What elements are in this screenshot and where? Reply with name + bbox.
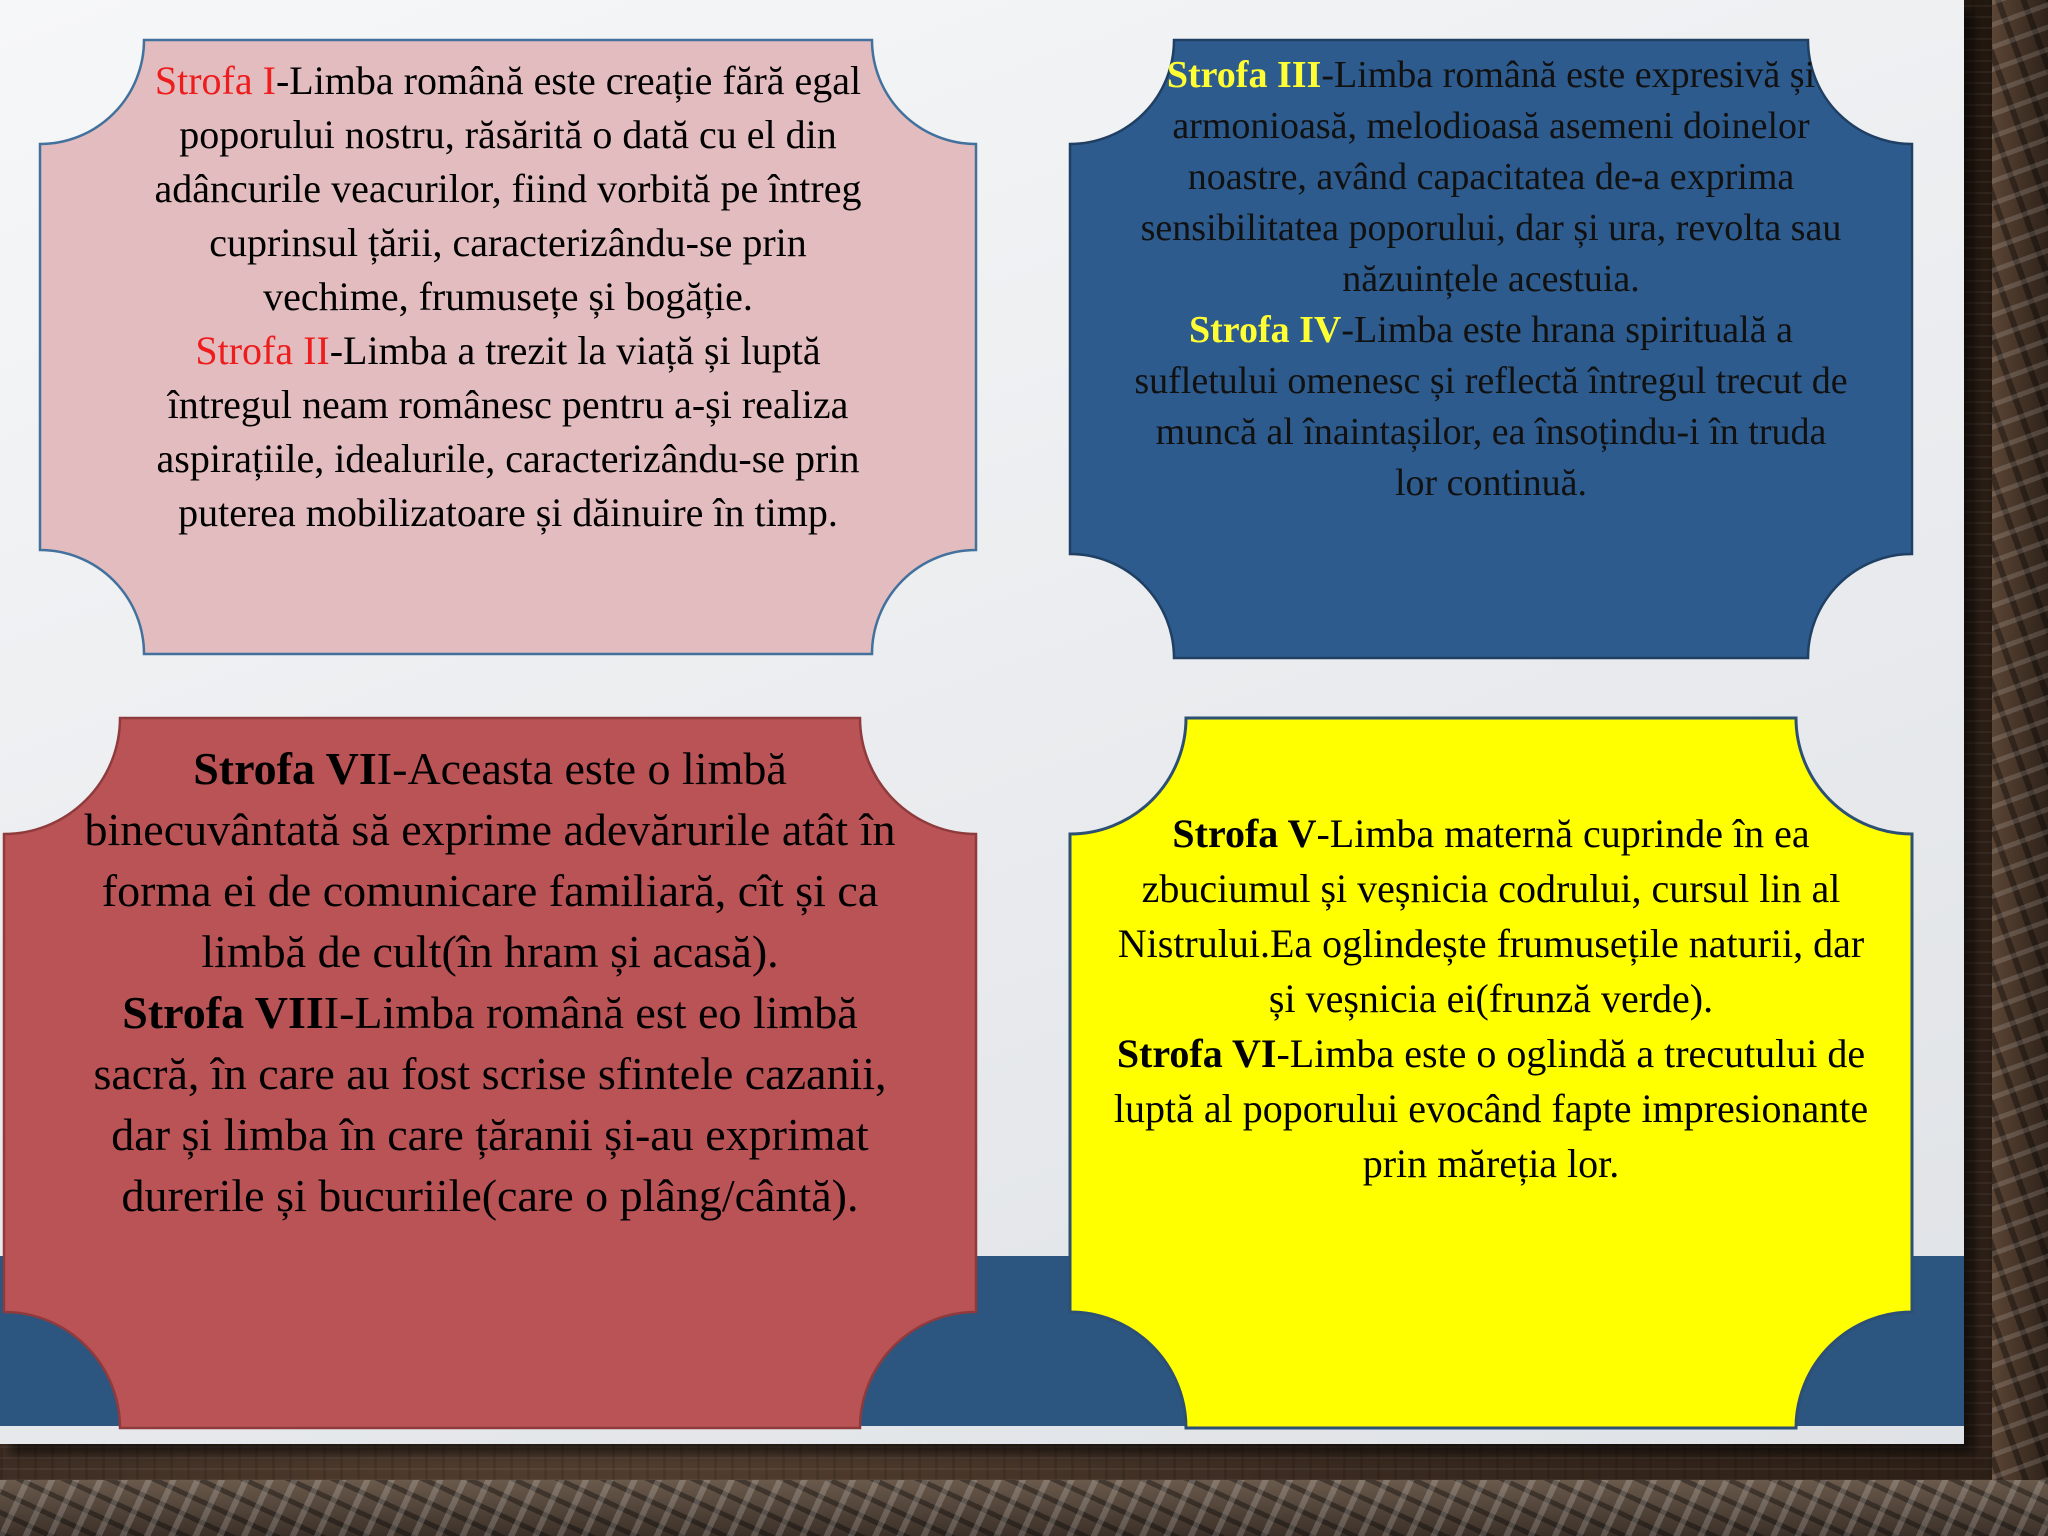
strofa-4-label: Strofa IV [1189, 309, 1342, 351]
strofa-8-label-suffix: I [323, 987, 340, 1038]
strofa-2-paragraph [144, 324, 872, 540]
strofa-6-paragraph [1108, 1026, 1874, 1191]
strofa-5-paragraph [1108, 806, 1874, 1026]
stone-texture-bottom [0, 1480, 2048, 1536]
strofa-3-label: Strofa III [1166, 54, 1322, 96]
strofa-1-paragraph [144, 54, 872, 324]
strofa-5-text: -Limba maternă cuprinde în ea zbuciumul și veșnicia codrului, cursul lin al Nistrului.Ea oglindește frumusețile naturii, dar și veșnicia ei(frunză verde). [1117, 811, 1865, 1021]
panel-text [1070, 50, 1912, 509]
strofa-7-label-suffix: I [376, 743, 393, 794]
strofa-5-label: Strofa V [1172, 811, 1317, 856]
panel-strofa-1-2 [40, 40, 976, 654]
strofa-6-label: Strofa VI [1116, 1031, 1277, 1076]
panel-strofa-3-4 [1070, 40, 1912, 658]
strofa-2-label: Strofa II [195, 328, 330, 373]
strofa-1-text: -Limba română este creație fără egal poporului nostru, răsărită o dată cu el din adâncurile veacurilor, fiind vorbită pe întreg cuprinsul țării, caracterizându-se prin vechime, frumusețe și bogăție. [154, 58, 862, 319]
panel-strofa-5-6 [1070, 718, 1912, 1428]
strofa-1-label: Strofa I [154, 58, 276, 103]
strofa-4-paragraph [1130, 305, 1852, 509]
strofa-6-text: -Limba este o oglindă a trecutului de luptă al poporului evocând fapte impresionante prin măreția lor. [1113, 1031, 1869, 1186]
strofa-2-text: -Limba a trezit la viață și luptă întregul neam românesc pentru a-și realiza aspirațiile, idealurile, caracterizându-se prin puterea mobilizatoare și dăinuire în timp. [156, 328, 860, 535]
strofa-8-paragraph [76, 982, 904, 1226]
strofa-7-label: Strofa VI [193, 743, 377, 794]
panel-text [1070, 806, 1912, 1191]
panel-text [4, 738, 976, 1226]
strofa-3-paragraph [1130, 50, 1852, 305]
strofa-7-text: -Aceasta este o limbă binecuvântată să exprime adevărurile atât în forma ei de comunicare familiară, cît și ca limbă de cult(în hram și acasă). [84, 743, 896, 977]
strofa-8-text: -Limba română est eo limbă sacră, în care au fost scrise sfintele cazanii, dar și limba în care țăranii și-au exprimat durerile și bucuriile(care o plâng/cântă). [93, 987, 887, 1221]
panel-strofa-7-8 [4, 718, 976, 1428]
panel-text [40, 54, 976, 540]
strofa-7-paragraph [76, 738, 904, 982]
strofa-4-text: -Limba este hrana spirituală a sufletului omenesc și reflectă întregul trecut de muncă al înaintașilor, ea însoțindu-i în truda lor continuă. [1134, 309, 1848, 504]
strofa-8-label: Strofa VII [122, 987, 324, 1038]
stone-texture-right [1992, 0, 2048, 1536]
strofa-3-text: -Limba română este expresivă și armonioasă, melodioasă asemeni doinelor noastre, având capacitatea de-a exprima sensibilitatea poporului, dar și ura, revolta sau năzuințele acestuia. [1140, 54, 1842, 300]
